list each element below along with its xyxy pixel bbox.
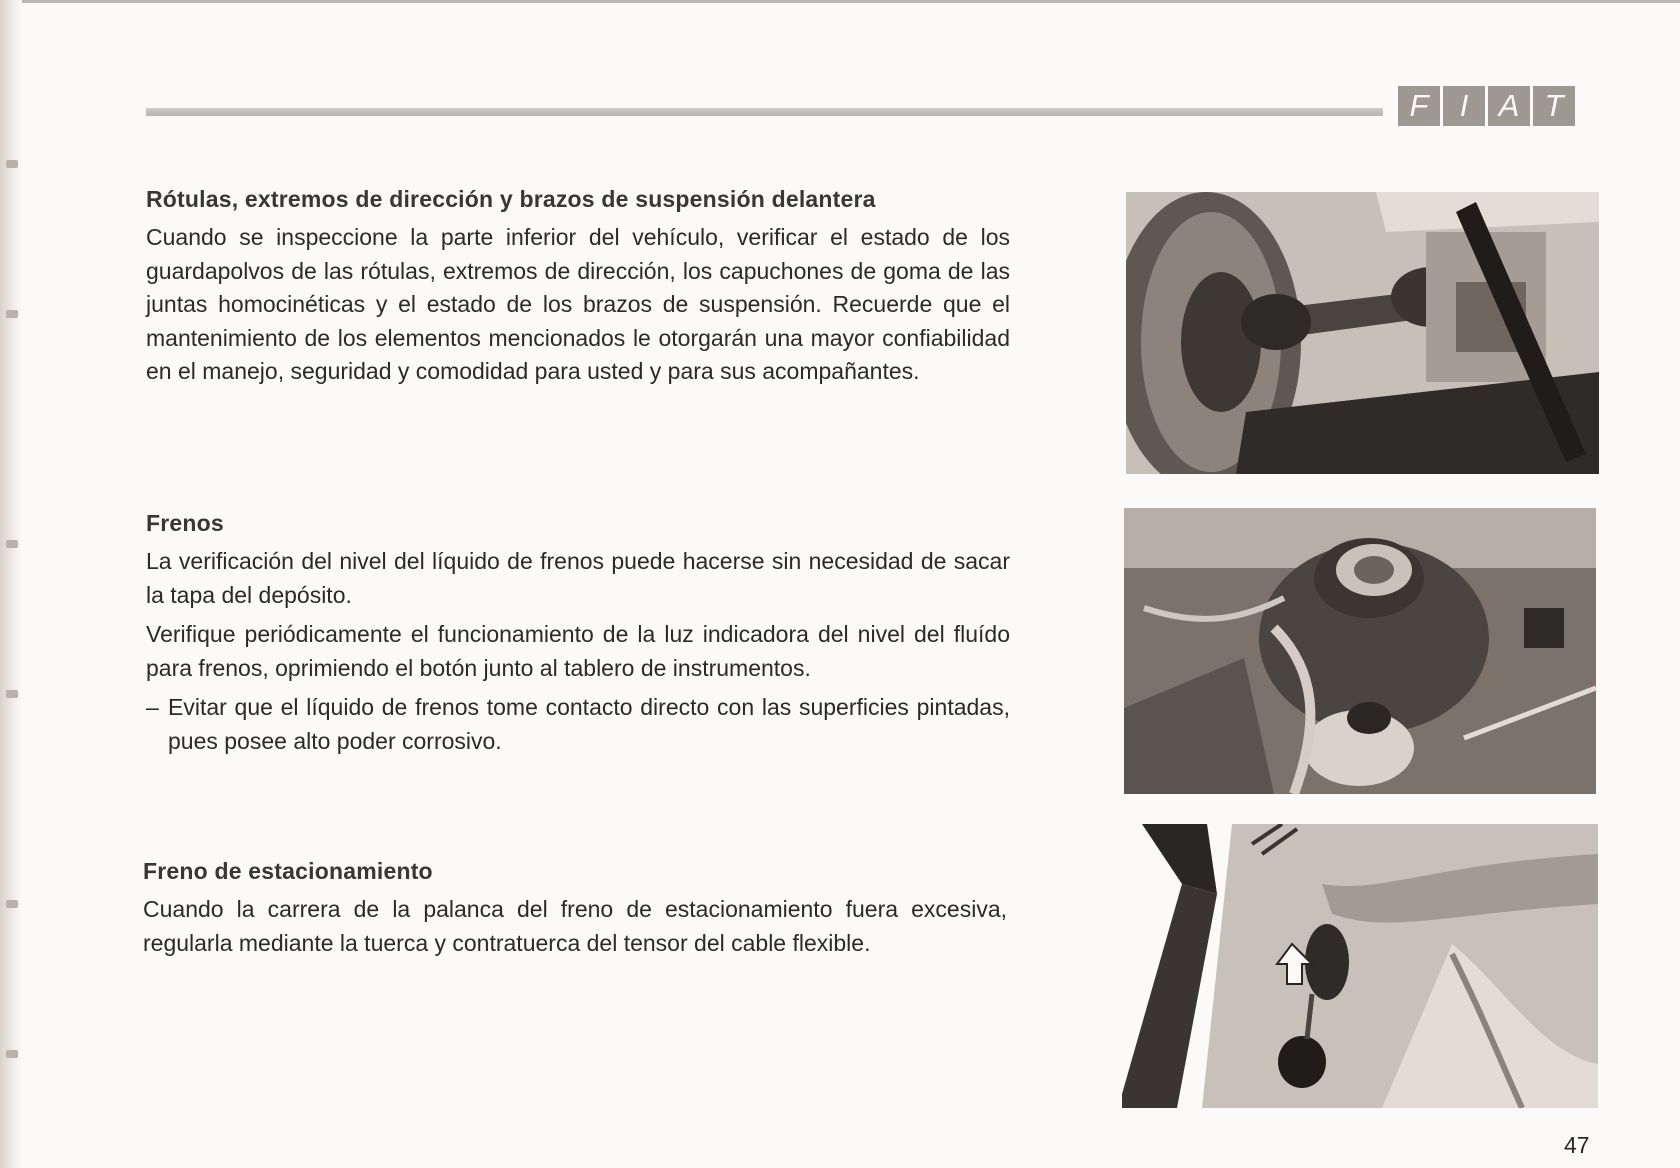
logo-letter: T: [1533, 86, 1575, 126]
section-paragraph: La verificación del nivel del líquido de frenos puede hacerse sin necesidad de sacar la tapa del depósito.: [146, 548, 1010, 608]
binding-mark: [6, 690, 18, 698]
logo-letter: I: [1443, 86, 1485, 126]
logo-letter: F: [1398, 86, 1440, 126]
header-rule: [146, 108, 1383, 116]
dash-bullet: –: [146, 694, 159, 720]
binding-mark: [6, 540, 18, 548]
section-brakes: [146, 510, 1010, 758]
page-number: 47: [1564, 1132, 1590, 1158]
section-paragraph: Verifique periódicamente el funcionamiento de la luz indicadora del nivel del fluído para frenos, oprimiendo el botón junto al tablero de instrumentos.: [146, 621, 1010, 681]
binding-mark: [6, 900, 18, 908]
brake-reservoir-photo: [1124, 508, 1596, 794]
section-title: Frenos: [146, 510, 224, 536]
section-paragraph: Cuando la carrera de la palanca del freno de estacionamiento fuera excesiva, regularla mediante la tuerca y contratuerca del tensor del cable flexible.: [143, 896, 1007, 956]
section-suspension: [146, 186, 1010, 395]
section-parking-brake: [143, 858, 1007, 966]
warning-text: Evitar que el líquido de frenos tome contacto directo con las superficies pintadas, pues posee alto poder corrosivo.: [168, 694, 1010, 754]
parking-brake-photo: [1122, 824, 1598, 1108]
binding-mark: [6, 310, 18, 318]
binding-mark: [6, 1050, 18, 1058]
warning-list-item: [146, 691, 1010, 758]
page-binding: [0, 0, 22, 1168]
section-title: Freno de estacionamiento: [143, 858, 433, 884]
fiat-logo: [1398, 86, 1575, 126]
suspension-photo: [1126, 192, 1599, 474]
section-paragraph: Cuando se inspeccione la parte inferior del vehículo, verificar el estado de los guardapolvos de las rótulas, extremos de dirección, los capuchones de goma de las juntas homocinéticas y el estado de los brazos de suspensión. Recuerde que el mantenimiento de los elementos mencionados le otorgarán una mayor confiabilidad en el manejo, seguridad y comodidad para usted y para sus acompañantes.: [146, 224, 1010, 384]
binding-mark: [6, 160, 18, 168]
page-top-edge: [0, 0, 1680, 3]
section-title: Rótulas, extremos de dirección y brazos de suspensión delantera: [146, 186, 876, 212]
logo-letter: A: [1488, 86, 1530, 126]
